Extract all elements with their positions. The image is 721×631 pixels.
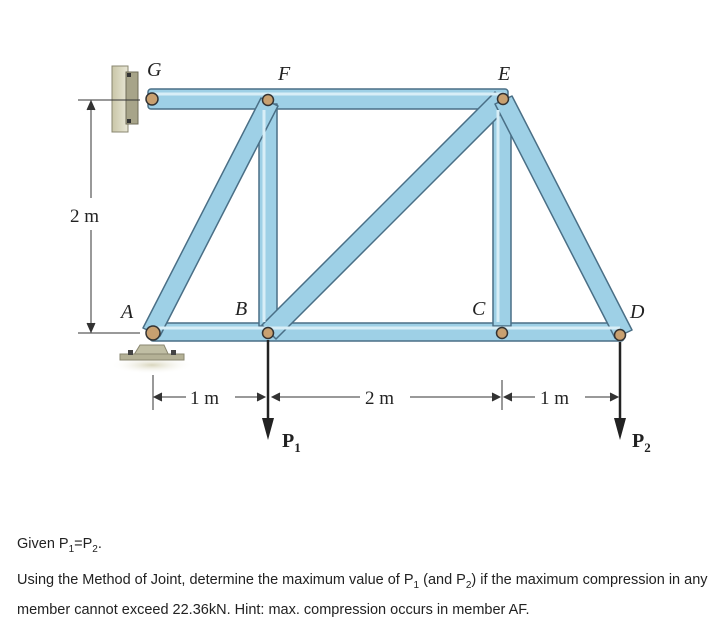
member-ad: [150, 323, 624, 341]
dimension-height-label: 2 m: [70, 206, 100, 227]
member-ed: [495, 96, 632, 338]
truss-members: [143, 89, 632, 341]
member-ge: [148, 89, 508, 109]
pin-c: [497, 328, 508, 339]
joint-label-d: D: [630, 301, 645, 323]
load-label-p2: $P_2$: [632, 430, 651, 455]
wall-support: [112, 66, 138, 132]
pin-a: [146, 326, 160, 340]
ground-support: [110, 345, 194, 374]
member-ec: [493, 104, 511, 326]
question-paragraph: Using the Method of Joint, determine the maximum value of $P_1$ (and $P_2$) if the maximum compression in any member cannot exceed 22.36kN. Hint: max. compression occurs in member AF.: [17, 571, 708, 618]
load-arrows: [262, 340, 626, 440]
problem-text: [17, 532, 717, 628]
joint-label-f: F: [278, 63, 291, 85]
joint-label-c: C: [472, 298, 486, 320]
dimension-left-label: 1 m: [190, 388, 220, 409]
joint-label-a: A: [121, 301, 134, 323]
joint-label-b: B: [235, 298, 248, 320]
member-af: [143, 98, 278, 336]
pin-g: [146, 93, 158, 105]
dimension-right-label: 1 m: [540, 388, 570, 409]
joint-label-g: G: [147, 59, 162, 81]
joint-label-e: E: [498, 63, 511, 85]
pin-f: [263, 95, 274, 106]
pin-e: [498, 94, 509, 105]
pin-d: [615, 330, 626, 341]
load-label-p1: $P_1$: [282, 430, 301, 455]
given-line: Given $P_1=P_2$.: [17, 536, 102, 555]
dimension-middle-label: 2 m: [365, 388, 395, 409]
pin-b: [263, 328, 274, 339]
